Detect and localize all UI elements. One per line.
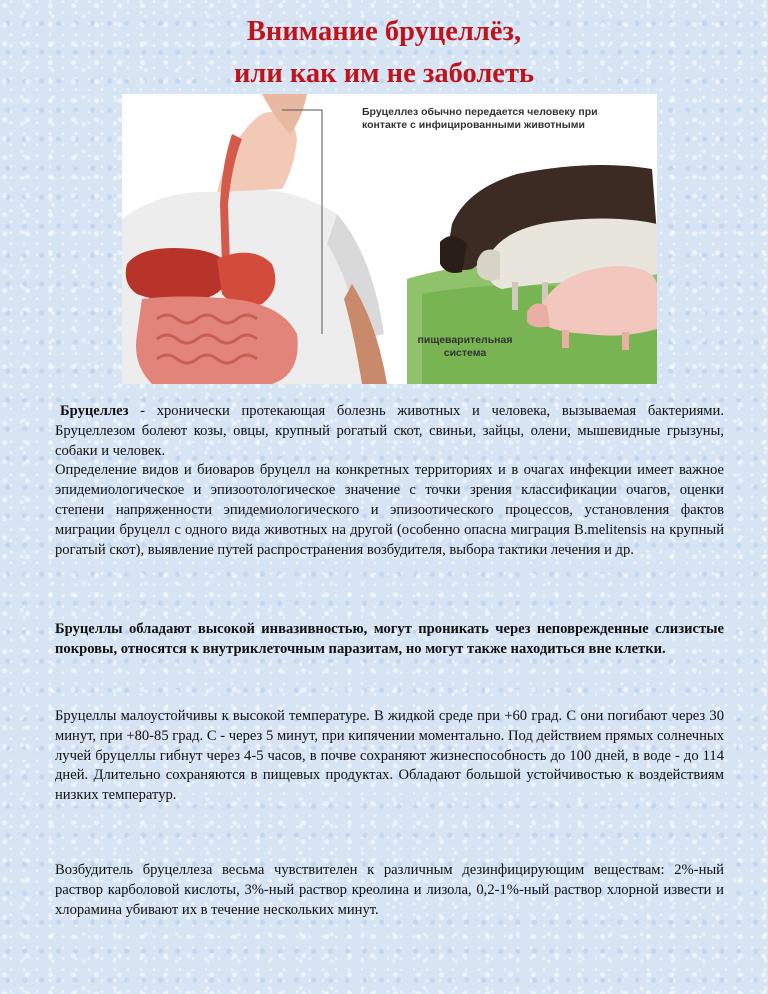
paragraph-invasiveness: Бруцеллы обладают высокой инвазивностью, могут проникать через неповрежденные слизистые покровы, относятся к внутриклеточным паразитам, но могут также находиться вне клетки. [55, 621, 724, 657]
image-caption-bottom: пищеварительная система [417, 334, 513, 359]
paragraph-disinfection: Возбудитель бруцеллеза весьма чувствителен к различным дезинфицирующим веществам: 2%-ный раствор карболовой кислоты, 3%-ный раствор креолина и лизола, 0,2-1%-ный раствор хлорной извести и хлорамина убивают их в течение нескольких минут. [55, 862, 724, 918]
paragraph-intro [55, 402, 724, 560]
title-line-2: или как им не заболеть [233, 58, 535, 89]
image-caption-top: Бруцеллез обычно передается человеку при контакте с инфицированными животными [362, 106, 598, 131]
intro-text: - хронически протекающая болезнь животных и человека, вызываемая бактериями. Бруцеллезом болеют козы, овцы, крупный рогатый скот, свиньи, зайцы, олени, мышевидные грызуны, собаки и человек. [55, 403, 724, 459]
term-brucellosis: Бруцеллез [60, 403, 129, 419]
paragraph-definition: Определение видов и биоваров бруцелл на конкретных территориях и в очагах инфекции имеет важное эпидемиологическое и эпизоотологическое значение с точки зрения классификации очагов, оценки степени напряженности эпидемиологического и эпизоотического процессов, установления фактов миграции бруцелл с одного вида животных на другой (особенно опасна миграция B.melitensis на крупный рогатый скот), выявление путей распространения возбудителя, выбора тактики лечения и др. [55, 462, 724, 558]
illustration [122, 94, 657, 384]
illustration-art [122, 94, 657, 384]
paragraph-temperature: Бруцеллы малоустойчивы к высокой температуре. В жидкой среде при +60 град. С они погибают через 30 минут, при +80-85 град. С - через 5 минут, при кипячении моментально. Под действием прямых солнечных лучей бруцеллы гибнут через 4-5 часов, в почве сохраняют жизнеспособность до 100 дней, в воде - до 114 дней. Длительно сохраняются в пищевых продуктах. Обладают большой устойчивостью к воздействиям низких температур. [55, 708, 724, 804]
title-line-1: Внимание бруцеллёз, [246, 16, 522, 47]
